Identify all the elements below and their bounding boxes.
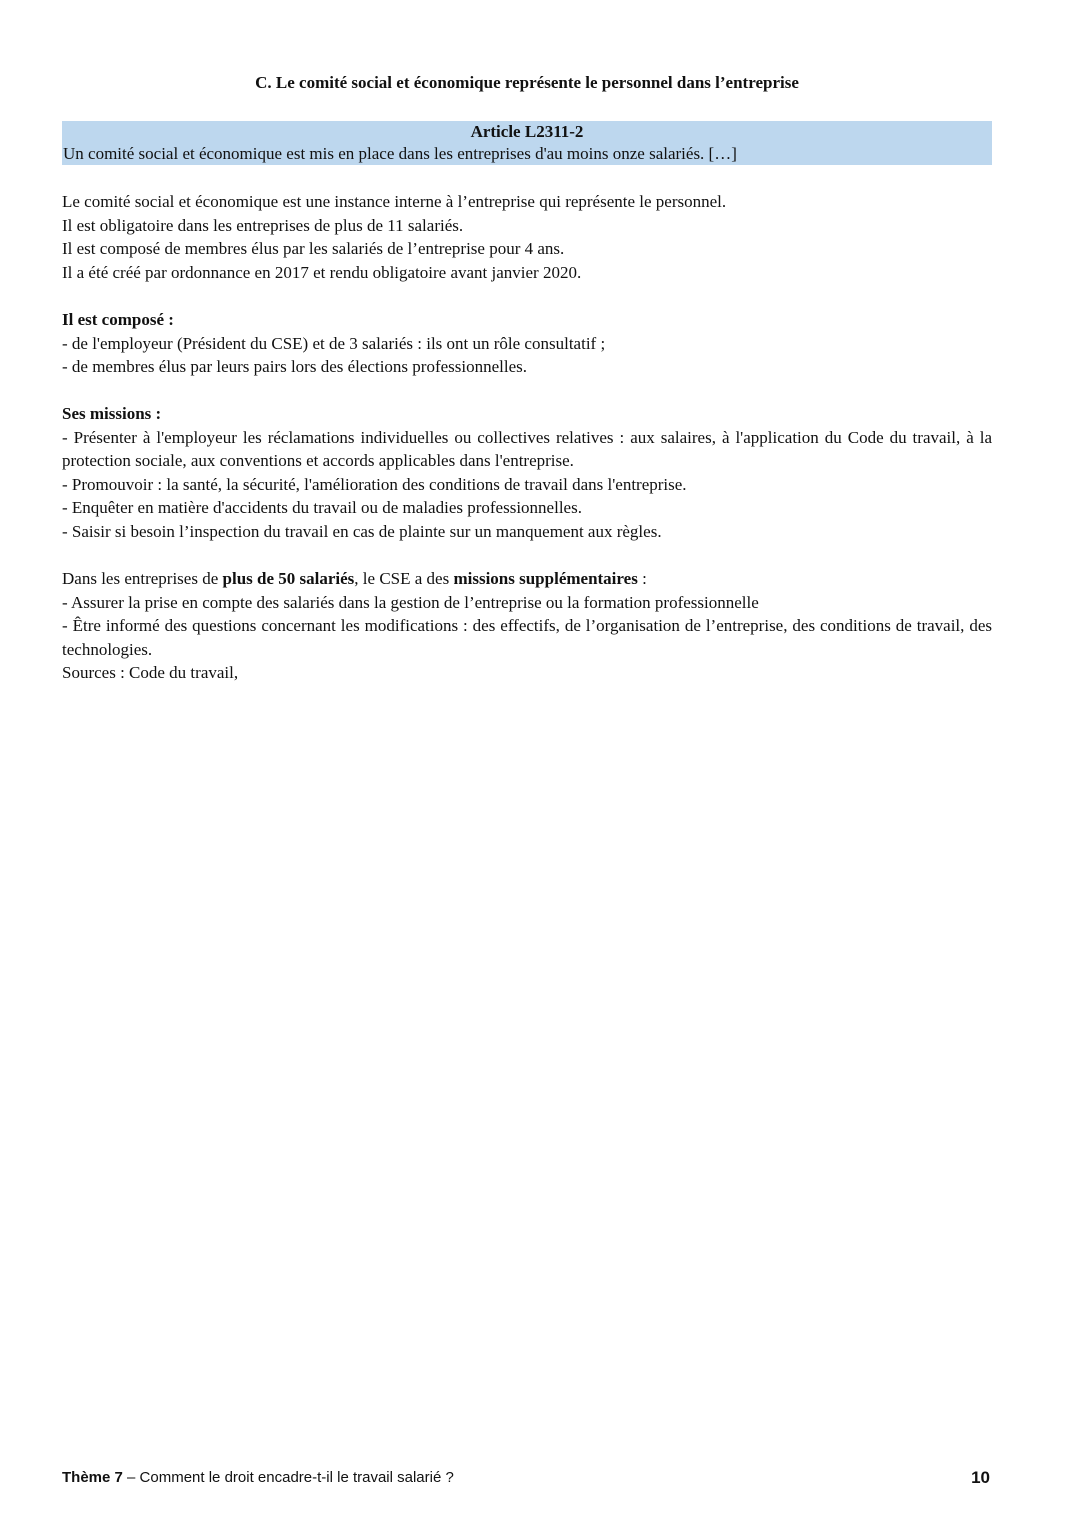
- extra-intro-text: :: [637, 569, 647, 588]
- extra-intro-bold: plus de 50 salariés: [222, 569, 355, 588]
- composition-item: - de membres élus par leurs pairs lors des élections professionnelles.: [62, 357, 528, 376]
- mission-item: - Présenter à l'employeur les réclamations individuelles ou collectives relatives : aux salaires, à l'application du Code du travail, à la protection sociale, aux conventions et accords applicables dans l'entreprise.: [62, 427, 992, 470]
- extra-intro-text: , le CSE a des: [354, 569, 454, 588]
- footer-theme: Thème 7: [62, 1469, 123, 1486]
- extra-intro-bold: missions supplémentaires: [453, 569, 638, 588]
- extra-intro: [62, 567, 992, 591]
- section-heading: C. Le comité social et économique représente le personnel dans l’entreprise: [255, 73, 799, 92]
- extra-item: - Être informé des questions concernant les modifications : des effectifs, de l’organisation de l’entreprise, des conditions de travail, des technologies.: [62, 616, 992, 659]
- mission-item: - Saisir si besoin l’inspection du travail en cas de plainte sur un manquement aux règles.: [62, 521, 662, 541]
- page-number: 10: [971, 1468, 990, 1487]
- composition-section: [62, 308, 992, 379]
- missions-title: Ses missions :: [62, 404, 162, 423]
- intro-line: Le comité social et économique est une instance interne à l’entreprise qui représente le personnel.: [62, 192, 727, 211]
- mission-item: - Enquêter en matière d'accidents du travail ou de maladies professionnelles.: [62, 498, 582, 517]
- article-text: Un comité social et économique est mis en place dans les entreprises d'au moins onze salariés. […]: [63, 144, 737, 163]
- intro-paragraph: [62, 190, 992, 284]
- page-footer: [62, 1469, 990, 1486]
- intro-line: Il est obligatoire dans les entreprises de plus de 11 salariés.: [62, 215, 464, 235]
- missions-section: [62, 402, 992, 543]
- mission-item: - Promouvoir : la santé, la sécurité, l'amélioration des conditions de travail dans l'entreprise.: [62, 474, 687, 494]
- footer-subtitle: – Comment le droit encadre-t-il le travail salarié ?: [122, 1469, 454, 1486]
- extra-missions-section: [62, 567, 992, 685]
- composition-title: Il est composé :: [62, 310, 174, 329]
- extra-item: - Assurer la prise en compte des salariés dans la gestion de l’entreprise ou la formation professionnelle: [62, 592, 759, 612]
- intro-line: Il est composé de membres élus par les salariés de l’entreprise pour 4 ans.: [62, 239, 565, 258]
- composition-item: - de l'employeur (Président du CSE) et de 3 salariés : ils ont un rôle consultatif ;: [62, 333, 606, 353]
- article-box: [62, 121, 992, 165]
- intro-line: Il a été créé par ordonnance en 2017 et rendu obligatoire avant janvier 2020.: [62, 262, 582, 282]
- article-title: Article L2311-2: [470, 122, 584, 141]
- sources-line: Sources : Code du travail,: [62, 663, 239, 682]
- extra-intro-text: Dans les entreprises de: [62, 569, 223, 588]
